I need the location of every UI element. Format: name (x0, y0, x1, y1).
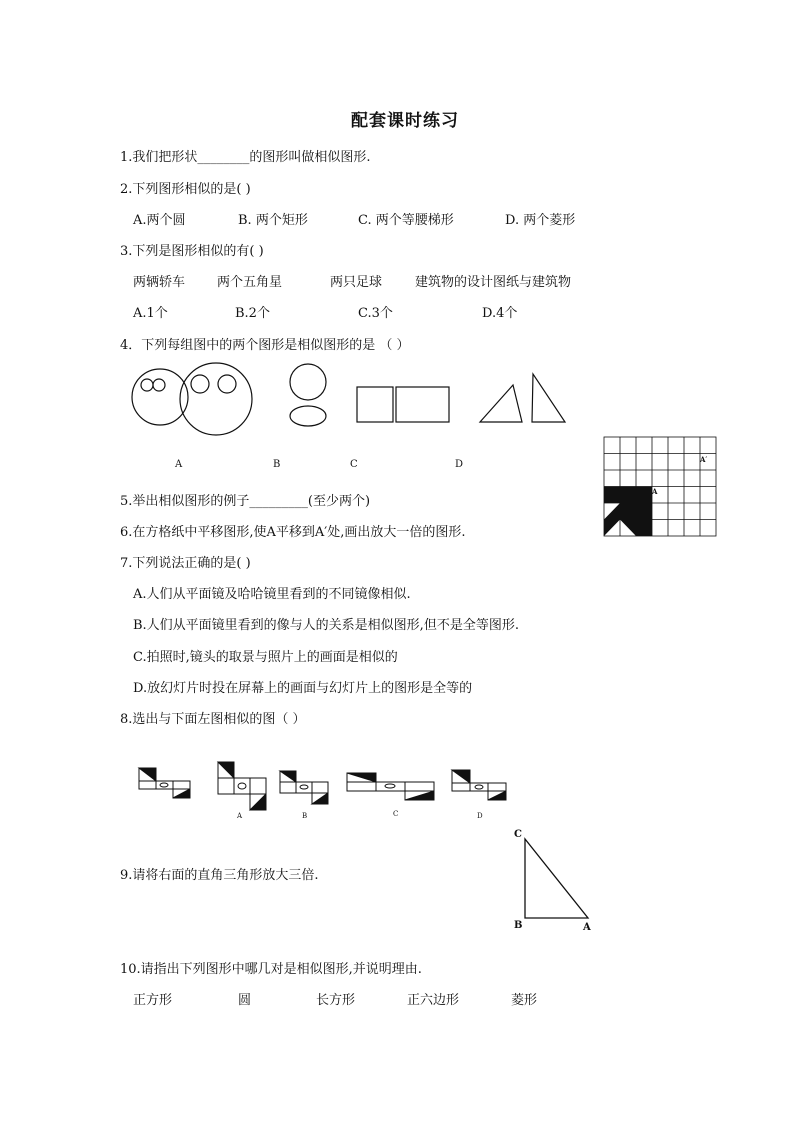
question-3-option-d: D.4个 (482, 306, 518, 321)
triangle-label-c: C (514, 829, 522, 840)
question-7-stem: 7.下列说法正确的是( ) (120, 556, 251, 571)
question-2-stem: 2.下列图形相似的是( ) (120, 182, 251, 197)
net-label-d: D (477, 812, 483, 820)
question-2-option-d: D. 两个菱形 (505, 213, 576, 228)
grid-label-a-prime: A′ (700, 455, 708, 464)
net-label-c: C (393, 810, 399, 818)
net-label-b: B (302, 812, 308, 820)
question-7-option-c: C.拍照时,镜头的取景与照片上的画面是相似的 (133, 650, 398, 665)
question-2-option-c: C. 两个等腰梯形 (358, 213, 454, 228)
question-3-item: 两个五角星 (217, 275, 283, 290)
question-10-item: 菱形 (511, 993, 538, 1008)
triangle-label-a: A (583, 922, 591, 933)
question-10-stem: 10.请指出下列图形中哪几对是相似图形,并说明理由. (120, 962, 422, 977)
question-4-stem: 4．下列每组图中的两个图形是相似图形的是 （ ） (120, 338, 410, 353)
question-3-option-a: A.1个 (133, 306, 168, 321)
question-5: 5.举出相似图形的例子_________(至少两个) (120, 494, 371, 509)
question-10-item: 正六边形 (407, 993, 460, 1008)
question-8-stem: 8.选出与下面左图相似的图（ ） (120, 712, 306, 727)
question-1: 1.我们把形状________的图形叫做相似图形. (120, 150, 371, 165)
question-10-item: 正方形 (133, 993, 173, 1008)
question-10-item: 圆 (238, 993, 252, 1008)
question-2-option-b: B. 两个矩形 (238, 213, 308, 228)
figure-label-d: D (455, 459, 464, 470)
question-6: 6.在方格纸中平移图形,使A平移到A′处,画出放大一倍的图形. (120, 525, 466, 540)
question-7-option-d: D.放幻灯片时投在屏幕上的画面与幻灯片上的图形是全等的 (133, 681, 473, 696)
question-3-item: 两只足球 (330, 275, 383, 290)
question-3-item: 建筑物的设计图纸与建筑物 (415, 275, 572, 290)
triangle-label-b: B (514, 920, 523, 931)
figure-label-b: B (273, 459, 281, 470)
question-10-item: 长方形 (316, 993, 356, 1008)
question-7-option-b: B.人们从平面镜里看到的像与人的关系是相似图形,但不是全等图形. (133, 618, 519, 633)
page-title: 配套课时练习 (351, 111, 459, 131)
question-9: 9.请将右面的直角三角形放大三倍. (120, 868, 319, 883)
question-3-option-b: B.2个 (235, 306, 270, 321)
figure-label-c: C (350, 459, 358, 470)
figure-label-a: A (175, 459, 183, 470)
question-2-option-a: A.两个圆 (133, 213, 186, 228)
question-3-item: 两辆轿车 (133, 275, 186, 290)
question-3-stem: 3.下列是图形相似的有( ) (120, 244, 264, 259)
net-label-a: A (237, 812, 243, 820)
grid-label-a: A (652, 487, 658, 496)
question-3-option-c: C.3个 (358, 306, 393, 321)
question-7-option-a: A.人们从平面镜及哈哈镜里看到的不同镜像相似. (133, 587, 411, 602)
